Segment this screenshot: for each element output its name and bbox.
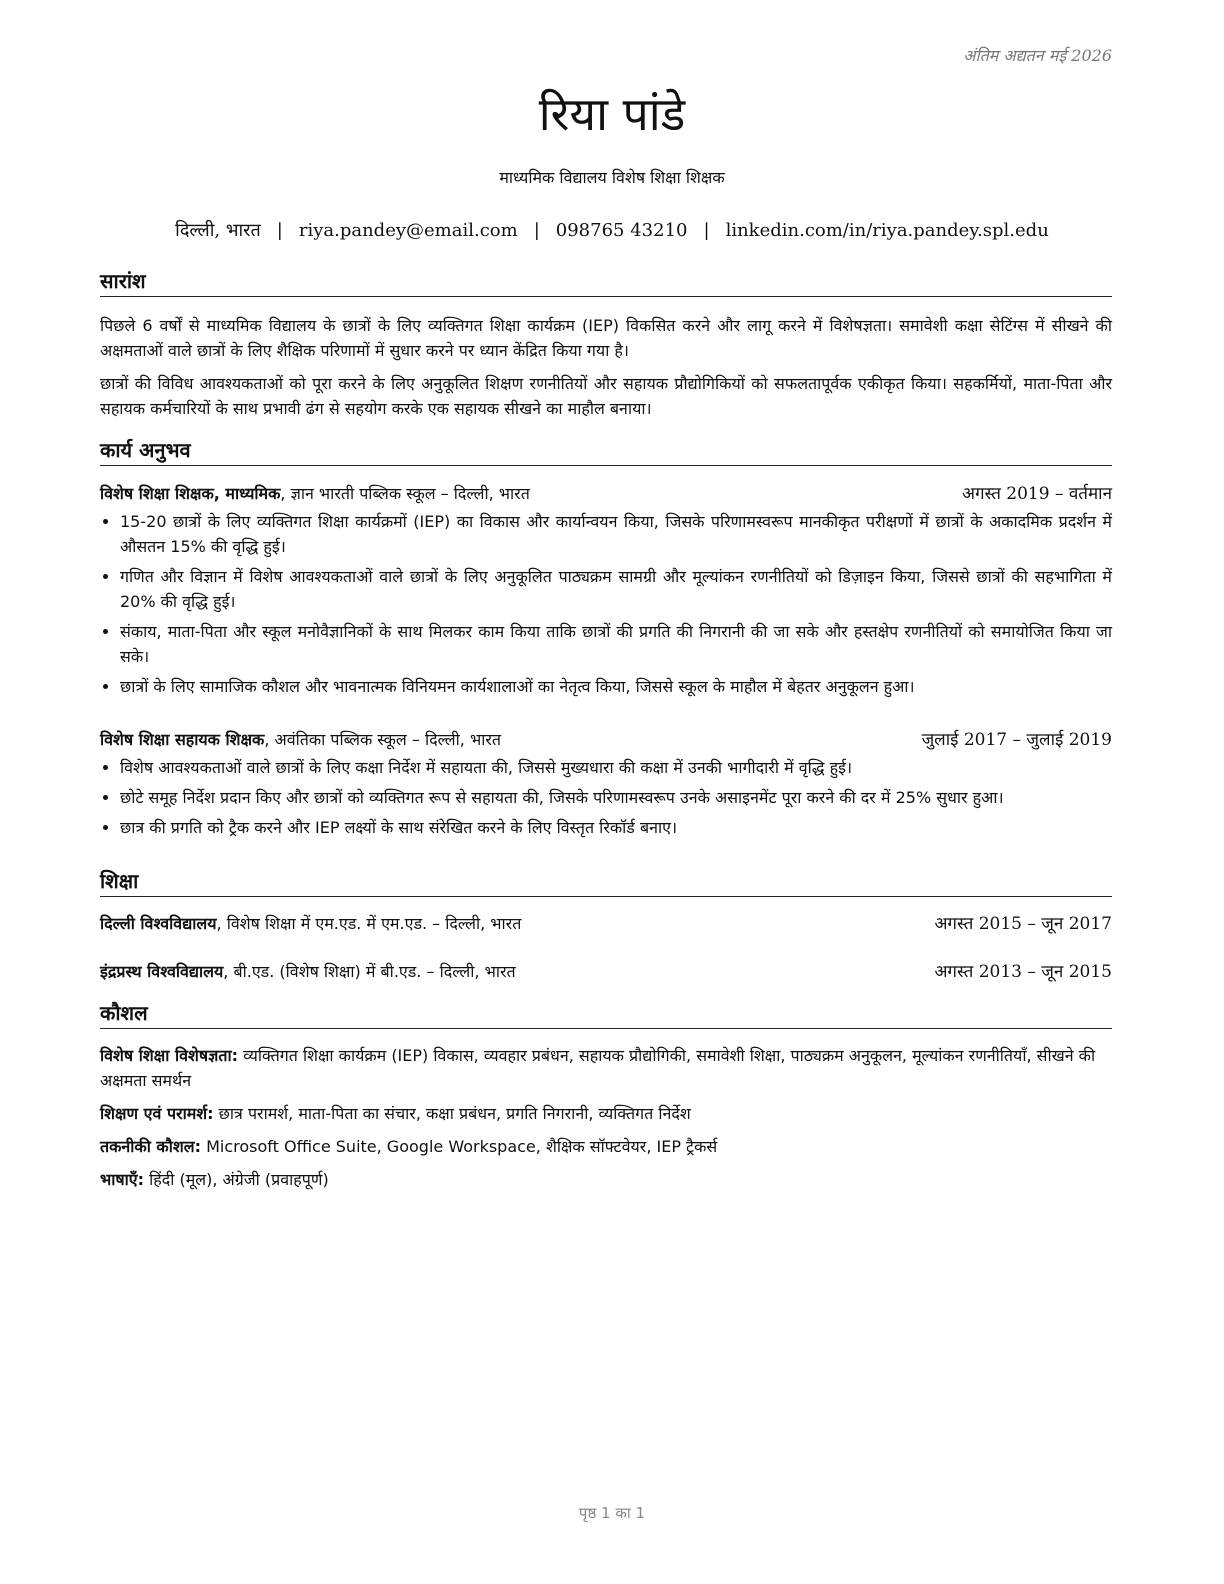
education-detail: , विशेष शिक्षा में एम.एड. में एम.एड. – दिल्ली, भारत xyxy=(216,914,522,933)
last-updated: अंतिम अद्यतन मई 2026 xyxy=(963,46,1112,65)
summary-paragraph: छात्रों की विविध आवश्यकताओं को पूरा करने के लिए अनुकूलित शिक्षण रणनीतियों और सहायक प्रौद्योगिकियों को सफलतापूर्वक एकीकृत किया। सहकर्मियों, माता-पिता और सहायक कर्मचारियों के साथ प्रभावी ढंग से सहयोग करके एक सहायक सीखने का माहौल बनाया। xyxy=(100,374,1112,418)
job-bullet: • संकाय, माता-पिता और स्कूल मनोवैज्ञानिकों के साथ मिलकर काम किया ताकि छात्रों की प्रगति की निगरानी की जा सके और हस्तक्षेप रणनीतियों को समायोजित किया जा सके। xyxy=(120,619,1112,669)
skill-line xyxy=(100,1167,1112,1192)
job-entry xyxy=(100,481,1112,704)
job-bullet: • छात्रों के लिए सामाजिक कौशल और भावनात्मक विनियमन कार्यशालाओं का नेतृत्व किया, जिससे स्कूल के माहौल में बेहतर अनुकूलन हुआ। xyxy=(120,674,1112,699)
summary-block xyxy=(100,313,1112,429)
section-heading-summary: सारांश xyxy=(100,268,1112,297)
job-org: , ज्ञान भारती पब्लिक स्कूल – दिल्ली, भारत xyxy=(280,484,530,503)
job-dates: अगस्त 2019 – वर्तमान xyxy=(962,484,1112,504)
job-bullets xyxy=(100,755,1112,840)
job-bullets xyxy=(100,509,1112,699)
job-entry xyxy=(100,727,1112,845)
section-heading-education: शिक्षा xyxy=(100,868,1112,897)
page-number: पृष्ठ 1 का 1 xyxy=(578,1504,646,1522)
job-bullet: • गणित और विज्ञान में विशेष आवश्यकताओं वाले छात्रों के लिए अनुकूलित पाठ्यक्रम सामग्री और मूल्यांकन रणनीतियों को डिज़ाइन किया, जिससे छात्रों की सहभागिता में 20% की वृद्धि हुई। xyxy=(120,564,1112,614)
skill-text: छात्र परामर्श, माता-पिता का संचार, कक्षा प्रबंधन, प्रगति निगरानी, व्यक्तिगत निर्देश xyxy=(213,1104,691,1123)
skills-block xyxy=(100,1043,1112,1200)
job-bullet: • छात्र की प्रगति को ट्रैक करने और IEP लक्ष्यों के साथ संरेखित करने के लिए विस्तृत रिकॉर्ड बनाए। xyxy=(120,815,1112,840)
summary-paragraph: पिछले 6 वर्षों से माध्यमिक विद्यालय के छात्रों के लिए व्यक्तिगत शिक्षा कार्यक्रम (IEP) विकसित करने और लागू करने में विशेषज्ञता। समावेशी कक्षा सेटिंग्स में सीखने की अक्षमताओं वाले छात्रों के लिए शैक्षिक परिणामों में सुधार करने पर ध्यान केंद्रित किया गया है। xyxy=(100,316,1112,360)
contact-phone: 098765 43210 xyxy=(555,220,688,241)
job-dates: जुलाई 2017 – जुलाई 2019 xyxy=(921,730,1112,750)
job-org: , अवंतिका पब्लिक स्कूल – दिल्ली, भारत xyxy=(264,730,502,749)
job-header xyxy=(100,481,1112,507)
education-school: इंद्रप्रस्थ विश्वविद्यालय xyxy=(100,962,224,981)
education-dates: अगस्त 2013 – जून 2015 xyxy=(934,962,1112,982)
education-entry xyxy=(100,911,1112,937)
education-dates: अगस्त 2015 – जून 2017 xyxy=(934,914,1112,934)
education-school: दिल्ली विश्वविद्यालय xyxy=(100,914,217,933)
skill-label: विशेष शिक्षा विशेषज्ञता: xyxy=(100,1046,239,1065)
job-header xyxy=(100,727,1112,753)
job-title: विशेष शिक्षा सहायक शिक्षक xyxy=(100,730,265,749)
skill-label: भाषाएँ: xyxy=(100,1170,145,1189)
education-detail: , बी.एड. (विशेष शिक्षा) में बी.एड. – दिल्ली, भारत xyxy=(223,962,516,981)
education-entry xyxy=(100,959,1112,985)
job-bullet: • छोटे समूह निर्देश प्रदान किए और छात्रों को व्यक्तिगत रूप से सहायता की, जिसके परिणामस्वरूप उनके असाइनमेंट पूरा करने की दर में 25% सुधार हुआ। xyxy=(120,785,1112,810)
job-bullet: • विशेष आवश्यकताओं वाले छात्रों के लिए कक्षा निर्देश में सहायता की, जिससे मुख्यधारा की कक्षा में उनकी भागीदारी में वृद्धि हुई। xyxy=(120,755,1112,780)
skill-text: हिंदी (मूल), अंग्रेजी (प्रवाहपूर्ण) xyxy=(144,1170,329,1189)
section-heading-skills: कौशल xyxy=(100,1000,1112,1029)
skill-line xyxy=(100,1134,1112,1159)
contact-separator: | xyxy=(703,220,710,241)
job-bullet: • 15-20 छात्रों के लिए व्यक्तिगत शिक्षा कार्यक्रमों (IEP) का विकास और कार्यान्वयन किया, जिसके परिणामस्वरूप मानकीकृत परीक्षणों में छात्रों के अकादमिक प्रदर्शन में औसतन 15% की वृद्धि हुई। xyxy=(120,509,1112,559)
skill-line xyxy=(100,1101,1112,1126)
section-heading-experience: कार्य अनुभव xyxy=(100,437,1112,466)
contact-separator: | xyxy=(276,220,283,241)
skill-text: व्यक्तिगत शिक्षा कार्यक्रम (IEP) विकास, व्यवहार प्रबंधन, सहायक प्रौद्योगिकी, समावेशी शिक्षा, पाठ्यक्रम अनुकूलन, मूल्यांकन रणनीतियाँ, सीखने की अक्षमता समर्थन xyxy=(100,1046,1096,1090)
contact-location: दिल्ली, भारत xyxy=(175,220,261,241)
contact-linkedin[interactable]: linkedin.com/in/riya.pandey.spl.edu xyxy=(725,220,1049,241)
resume-name: रिया पांडे xyxy=(538,87,686,141)
contact-separator: | xyxy=(533,220,540,241)
job-title: विशेष शिक्षा शिक्षक, माध्यमिक xyxy=(100,484,281,503)
skill-line xyxy=(100,1043,1112,1093)
contact-email[interactable]: riya.pandey@email.com xyxy=(298,220,518,241)
resume-subtitle: माध्यमिक विद्यालय विशेष शिक्षा शिक्षक xyxy=(499,168,725,187)
contact-line xyxy=(0,218,1224,242)
skill-label: तकनीकी कौशल: xyxy=(100,1137,201,1156)
skill-label: शिक्षण एवं परामर्श: xyxy=(100,1104,214,1123)
skill-text: Microsoft Office Suite, Google Workspace, शैक्षिक सॉफ्टवेयर, IEP ट्रैकर्स xyxy=(201,1137,718,1156)
